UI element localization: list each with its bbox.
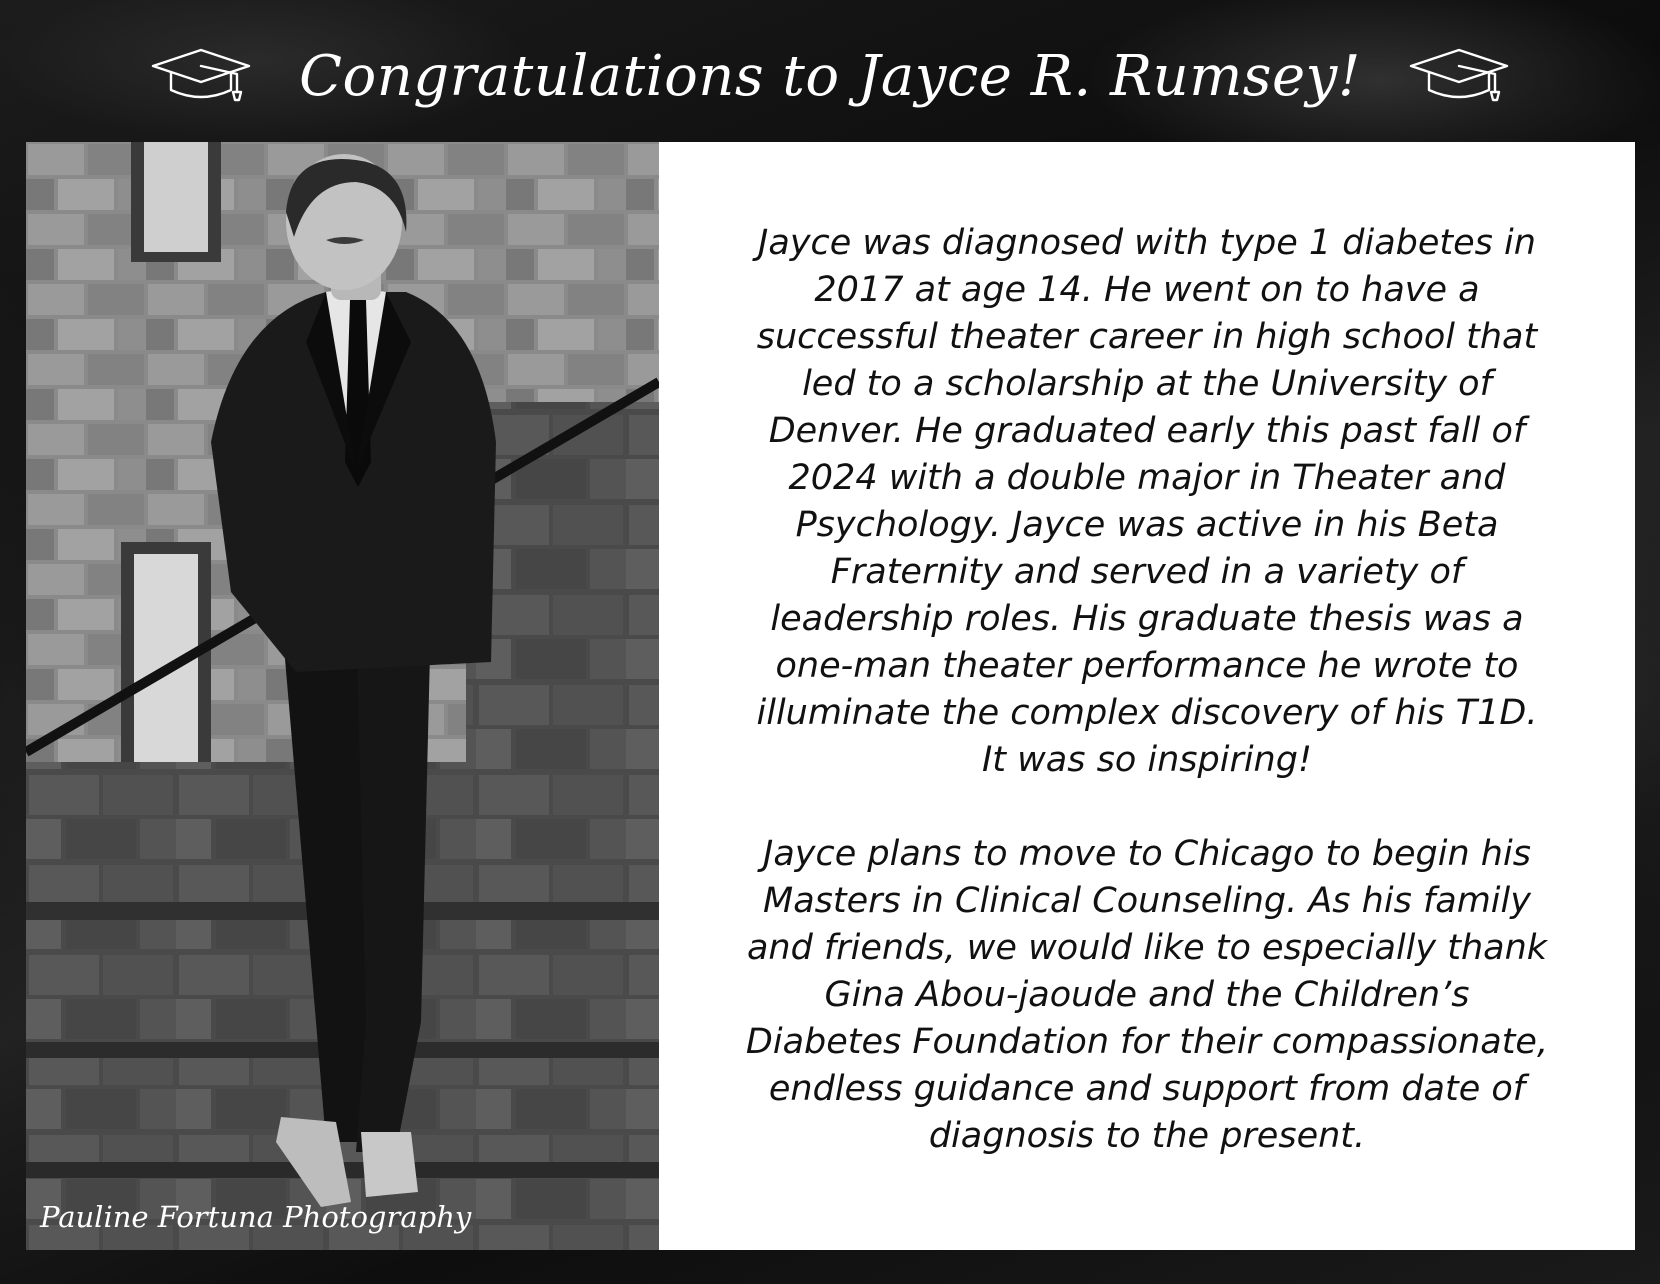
paragraph-1-line: one-man theater performance he wrote to xyxy=(775,646,1519,686)
paragraph-1-line: successful theater career in high school that xyxy=(756,317,1538,357)
paragraph-1-line: illuminate the complex discovery of his T1D. xyxy=(756,693,1538,733)
paragraph-2-line: Gina Abou-jaoude and the Children’s xyxy=(824,975,1470,1015)
paragraph-2-line: and friends, we would like to especially thank xyxy=(746,928,1548,968)
paragraph-2-line: diagnosis to the present. xyxy=(928,1116,1366,1156)
paragraph-1 xyxy=(709,220,1585,784)
page-title: Congratulations to Jayce R. Rumsey! xyxy=(299,43,1361,109)
photo-credit: Pauline Fortuna Photography xyxy=(40,1200,472,1234)
paragraph-2-line: Jayce plans to move to Chicago to begin his xyxy=(763,834,1531,874)
paragraph-1-line: Psychology. Jayce was active in his Beta xyxy=(795,505,1499,545)
paragraph-1-line: 2024 with a double major in Theater and xyxy=(788,458,1506,498)
text-panel xyxy=(659,142,1635,1250)
paragraph-2 xyxy=(709,831,1585,1160)
paragraph-1-line: It was so inspiring! xyxy=(981,740,1312,780)
header xyxy=(0,28,1660,124)
portrait-photo xyxy=(26,142,659,1250)
graduation-cap-icon xyxy=(1407,46,1511,106)
paragraph-1-line: led to a scholarship at the University of xyxy=(802,364,1492,404)
portrait-photo-illustration xyxy=(26,142,659,1250)
paragraph-1-line: Jayce was diagnosed with type 1 diabetes in xyxy=(758,223,1536,263)
paragraph-2-line: Diabetes Foundation for their compassionate, xyxy=(745,1022,1549,1062)
paragraph-2-line: endless guidance and support from date of xyxy=(768,1069,1526,1109)
paragraph-1-line: Denver. He graduated early this past fall of xyxy=(768,411,1526,451)
paragraph-1-line: 2017 at age 14. He went on to have a xyxy=(814,270,1480,310)
paragraph-2-line: Masters in Clinical Counseling. As his family xyxy=(763,881,1531,921)
paragraph-1-line: leadership roles. His graduate thesis was a xyxy=(770,599,1524,639)
graduation-cap-icon xyxy=(149,46,253,106)
paragraph-1-line: Fraternity and served in a variety of xyxy=(830,552,1464,592)
